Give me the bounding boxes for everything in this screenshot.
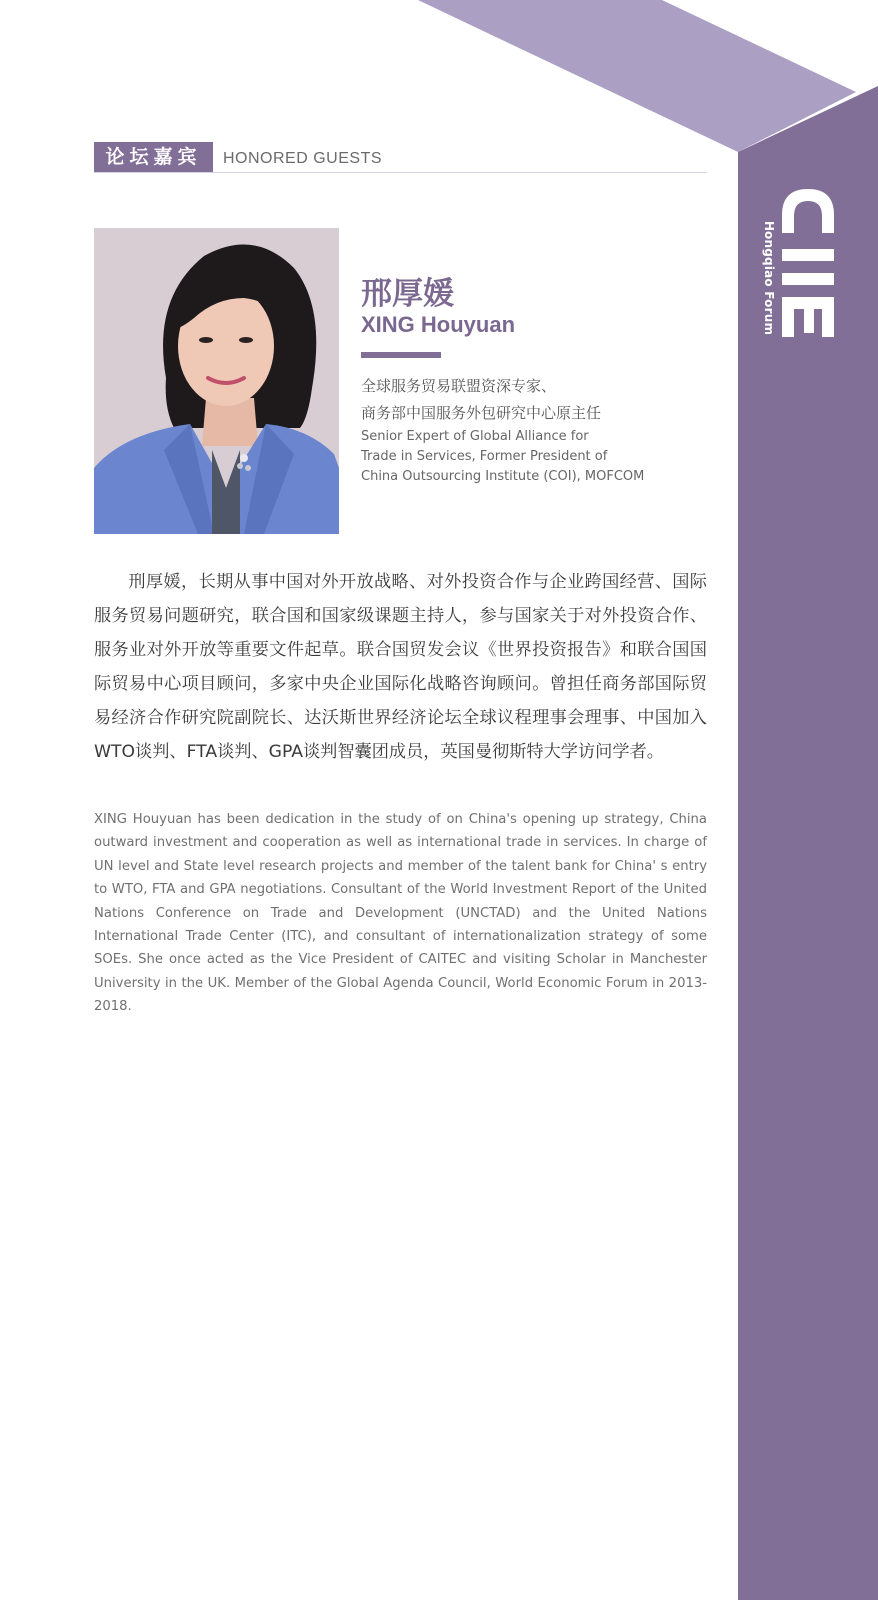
corner-decoration	[0, 0, 878, 160]
guest-title-cn-line: 商务部中国服务外包研究中心原主任	[361, 404, 602, 422]
name-divider	[361, 352, 441, 358]
section-header	[94, 142, 707, 173]
guest-title-cn	[361, 373, 701, 427]
guest-name-en: XING Houyuan	[361, 312, 516, 337]
guest-portrait	[94, 228, 339, 534]
guest-title-en-line: Senior Expert of Global Alliance for	[361, 429, 589, 444]
guest-title-en-line: Trade in Services, Former President of	[361, 449, 608, 464]
guest-title-en	[361, 427, 701, 487]
guest-name-cn: 邢厚媛	[361, 276, 454, 312]
guest-title-en-line: China Outsourcing Institute (COI), MOFCOM	[361, 469, 645, 484]
biography-en: XING Houyuan has been dedication in the study of on China's opening up strategy, China outward investment and cooperation as well as international trade in services. In charge of UN level and State level research projects and member of the talent bank for China' s entry to WTO, FTA and GPA negotiations. Consultant of the World Investment Report of the United Nations Conference on Trade and Development (UNCTAD) and the United Nations International Trade Center (ITC), and consultant of internationalization strategy of some SOEs. She once acted as the Vice President of CAITEC and visiting Scholar in Manchester University in the UK. Member of the Global Agenda Council, World Economic Forum in 2013-2018.	[94, 812, 707, 1015]
sidebar-band	[738, 152, 878, 1600]
ciie-logo	[778, 185, 838, 345]
section-title-cn: 论坛嘉宾	[94, 142, 213, 172]
section-title-en: HONORED GUESTS	[223, 150, 383, 167]
guest-title-cn-line: 全球服务贸易联盟资深专家、	[361, 377, 557, 395]
biography-cn: 刑厚媛，长期从事中国对外开放战略、对外投资合作与企业跨国经营、国际服务贸易问题研究，联合国和国家级课题主持人，参与国家关于对外投资合作、服务业对外开放等重要文件起草。联合国贸发会议《世界投资报告》和联合国国际贸易中心项目顾问，多家中央企业国际化战略咨询顾问。曾担任商务部国际贸易经济合作研究院副院长、达沃斯世界经济论坛全球议程理事会理事、中国加入WTO谈判、FTA谈判、GPA谈判智囊团成员，英国曼彻斯特大学访问学者。	[94, 572, 707, 762]
brand-subtitle: Hongqiao Forum	[762, 220, 776, 336]
